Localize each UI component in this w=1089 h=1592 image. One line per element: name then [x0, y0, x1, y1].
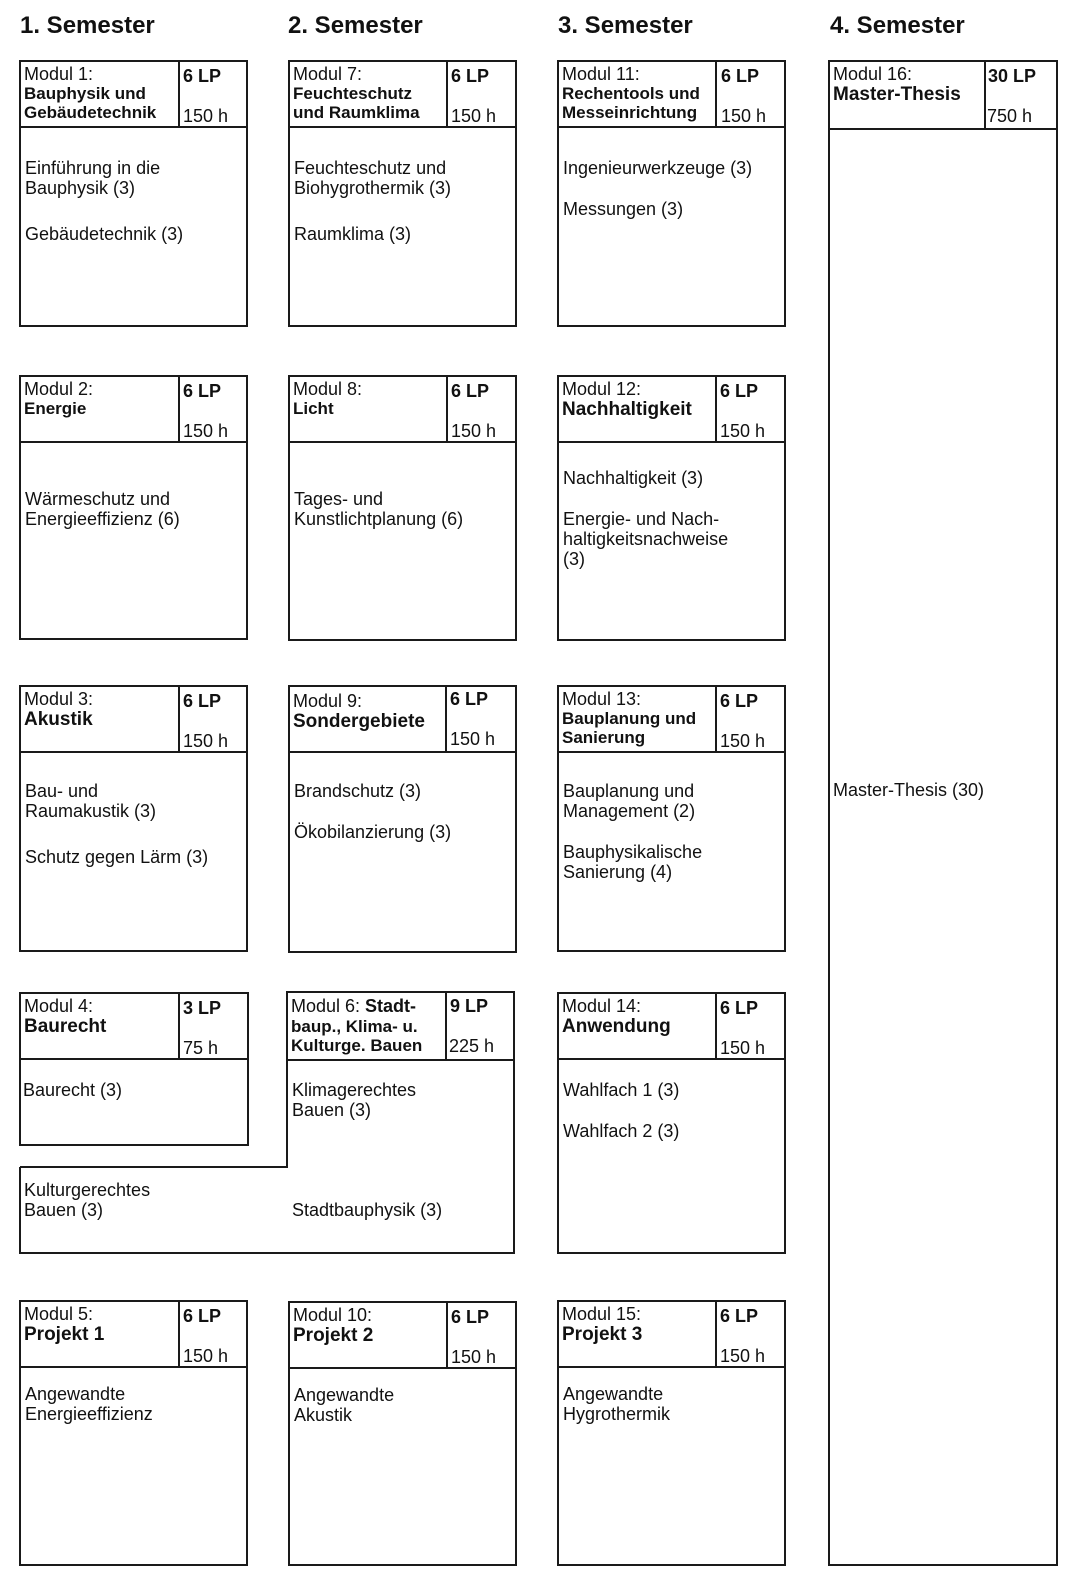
- course-item: Kunstlichtplanung (6): [294, 509, 464, 529]
- course-item: Angewandte: [294, 1385, 395, 1405]
- module-13-box: [557, 685, 786, 952]
- module-header: [559, 1302, 784, 1368]
- course-item: Schutz gegen Lärm (3): [25, 847, 209, 867]
- module-name-cell: [559, 377, 717, 441]
- module-number: Modul 5:: [24, 1304, 94, 1324]
- module-number: Modul 8:: [293, 379, 363, 399]
- module-title: Rechentools und: [562, 84, 700, 103]
- course-item: Einführung in die: [25, 158, 161, 178]
- module-credits: 6 LP: [183, 381, 222, 401]
- course-item: Raumklima (3): [294, 224, 412, 244]
- module-credits: 30 LP: [988, 66, 1037, 86]
- module-15-box: [557, 1300, 786, 1566]
- module-title: Projekt 2: [293, 1325, 374, 1346]
- module-hours: 150 h: [451, 421, 497, 441]
- module-credits: 6 LP: [721, 66, 760, 86]
- module-hours: 150 h: [183, 421, 229, 441]
- module-hours: 150 h: [720, 1038, 766, 1058]
- module-header: [559, 687, 784, 753]
- module-title: Nachhaltigkeit: [562, 399, 692, 420]
- course-item: [292, 1200, 442, 1220]
- module-title: Projekt 1: [24, 1324, 105, 1345]
- course-item: Messungen (3): [563, 199, 684, 219]
- module-credits: 6 LP: [183, 1306, 222, 1326]
- module-name-cell: [559, 62, 717, 126]
- module-title: Licht: [293, 399, 334, 418]
- module-number: Modul 11:: [562, 64, 640, 84]
- module-credits: 6 LP: [720, 381, 759, 401]
- module-title: baup., Klima- u.: [291, 1017, 418, 1036]
- module-number: Modul 6:: [291, 996, 366, 1016]
- course-item: Angewandte: [25, 1384, 126, 1404]
- module-title: Feuchteschutz: [293, 84, 413, 103]
- course-item: Bauplanung und: [563, 781, 695, 801]
- semester-heading-1: 1. Semester: [20, 12, 155, 39]
- course-item: Wahlfach 1 (3): [563, 1080, 680, 1100]
- module-courses: [563, 468, 780, 569]
- course-line: Klimagerechtes: [292, 1080, 417, 1100]
- course-item: Akustik: [294, 1405, 353, 1425]
- course-line: Kulturgerechtes: [24, 1180, 151, 1200]
- module-title: Sanierung: [562, 728, 646, 747]
- module-hours: 150 h: [451, 1347, 497, 1367]
- course-item: Energie- und Nach-: [563, 509, 720, 529]
- module-title: Stadt-: [365, 996, 417, 1016]
- module-hours: 150 h: [720, 731, 766, 751]
- module-hours: 150 h: [183, 1346, 229, 1366]
- module-credits: 6 LP: [450, 689, 489, 709]
- course-item: Biohygrothermik (3): [294, 178, 452, 198]
- course-item: Brandschutz (3): [294, 781, 422, 801]
- module-credits: 6 LP: [451, 1307, 490, 1327]
- course-item: Bau- und: [25, 781, 99, 801]
- module-16-box: [828, 60, 1058, 1566]
- module-number: Modul 7:: [293, 64, 363, 84]
- module-hours: 75 h: [183, 1038, 219, 1058]
- course-item: Wärmeschutz und: [25, 489, 171, 509]
- module-title: Gebäudetechnik: [24, 103, 157, 122]
- module-courses: [563, 1080, 780, 1141]
- module-credits: 6 LP: [451, 66, 490, 86]
- module-credits: 6 LP: [183, 66, 222, 86]
- module-title: Kulturge. Bauen: [291, 1036, 423, 1055]
- course-item: Nachhaltigkeit (3): [563, 468, 704, 488]
- module-hours: 150 h: [183, 106, 229, 126]
- module-14-box: [557, 992, 786, 1254]
- course-item: [24, 1180, 150, 1220]
- module-title: Messeinrichtung: [562, 103, 698, 122]
- module-credits: 6 LP: [720, 1306, 759, 1326]
- module-hours: 150 h: [721, 106, 767, 126]
- module-number: Modul 16:: [833, 64, 913, 84]
- module-name-cell: [559, 1302, 717, 1366]
- course-item: Bauphysikalische: [563, 842, 703, 862]
- module-credits: 6 LP: [720, 998, 759, 1018]
- module-name-cell: [559, 994, 717, 1058]
- semester-heading-4: 4. Semester: [830, 12, 965, 39]
- course-item: Energieeffizienz (6): [25, 509, 180, 529]
- module-name-cell: [291, 996, 422, 1055]
- module-credits: 9 LP: [450, 996, 489, 1016]
- course-item: Sanierung (4): [563, 862, 673, 882]
- module-number: Modul 14:: [562, 996, 642, 1016]
- module-12-box: [557, 375, 786, 641]
- module-name-cell: [559, 687, 717, 751]
- module-number: Modul 13:: [562, 689, 642, 709]
- module-11-box: [557, 60, 786, 327]
- module-number: Modul 2:: [24, 379, 94, 399]
- module-title: Baurecht: [24, 1016, 107, 1037]
- module-credits: 6 LP: [183, 691, 222, 711]
- module-hours: 225 h: [449, 1036, 495, 1056]
- module-title: Bauplanung und: [562, 709, 697, 728]
- module-title: Sondergebiete: [293, 711, 425, 732]
- semester-heading-3: 3. Semester: [558, 12, 693, 39]
- module-number: Modul 9:: [293, 691, 363, 711]
- module-hours: 150 h: [451, 106, 497, 126]
- module-header: [559, 994, 784, 1060]
- module-hours: 150 h: [720, 421, 766, 441]
- module-title: Energie: [24, 399, 87, 418]
- course-item: Bauphysik (3): [25, 178, 136, 198]
- module-hours: 150 h: [183, 731, 229, 751]
- module-header: [559, 62, 784, 128]
- course-item: Energieeffizienz: [25, 1404, 153, 1424]
- module-title: und Raumklima: [293, 103, 420, 122]
- module-title: Anwendung: [562, 1016, 671, 1037]
- module-courses: [833, 780, 1052, 800]
- module-credits: 3 LP: [183, 998, 222, 1018]
- module-header: [830, 62, 1056, 130]
- module-name-cell: [830, 62, 986, 128]
- course-item: Gebäudetechnik (3): [25, 224, 184, 244]
- module-hours: 150 h: [450, 729, 496, 749]
- course-line: Stadtbauphysik (3): [292, 1200, 443, 1220]
- module-credits: 6 LP: [451, 381, 490, 401]
- module-number: Modul 1:: [24, 64, 94, 84]
- module-number: Modul 10:: [293, 1305, 373, 1325]
- module-hours: 150 h: [720, 1346, 766, 1366]
- module-header: [559, 377, 784, 443]
- course-item: Wahlfach 2 (3): [563, 1121, 680, 1141]
- module-number: Modul 15:: [562, 1304, 642, 1324]
- module-courses: [563, 158, 780, 219]
- module-courses: [563, 781, 780, 882]
- course-item: Raumakustik (3): [25, 801, 157, 821]
- course-item: Ökobilanzierung (3): [294, 822, 452, 842]
- course-item: haltigkeitsnachweise: [563, 529, 729, 549]
- course-item: Ingenieurwerkzeuge (3): [563, 158, 753, 178]
- course-item: Tages- und: [294, 489, 384, 509]
- module-title: Bauphysik und: [24, 84, 146, 103]
- course-item: Master-Thesis (30): [833, 780, 985, 800]
- course-line: Bauen (3): [292, 1100, 372, 1120]
- module-hours: 750 h: [987, 106, 1033, 126]
- course-item: Management (2): [563, 801, 696, 821]
- course-item: Baurecht (3): [23, 1080, 123, 1100]
- course-item: Angewandte: [563, 1384, 664, 1404]
- course-line: Bauen (3): [24, 1200, 104, 1220]
- course-item: [292, 1080, 416, 1120]
- semester-heading-2: 2. Semester: [288, 12, 423, 39]
- module-title: Projekt 3: [562, 1324, 643, 1345]
- module-title: Akustik: [24, 709, 93, 730]
- module-number: Modul 3:: [24, 689, 94, 709]
- course-item: (3): [563, 549, 585, 569]
- module-courses: [563, 1384, 780, 1424]
- module-number: Modul 4:: [24, 996, 94, 1016]
- module-number: Modul 12:: [562, 379, 642, 399]
- course-item: Feuchteschutz und: [294, 158, 447, 178]
- module-title: Master-Thesis: [833, 84, 961, 105]
- course-item: Hygrothermik: [563, 1404, 671, 1424]
- module-credits: 6 LP: [720, 691, 759, 711]
